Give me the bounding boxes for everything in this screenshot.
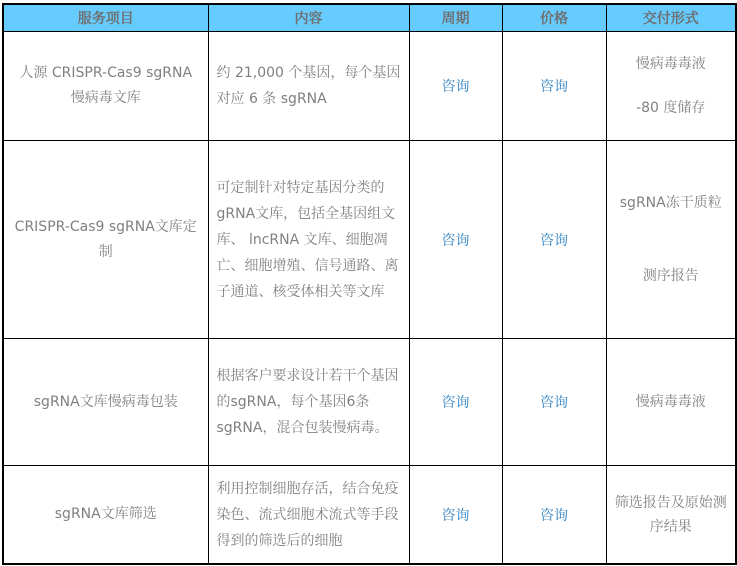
cycle-consult-link[interactable]: 咨询: [441, 507, 470, 524]
cycle-consult-link[interactable]: 咨询: [441, 232, 470, 249]
content-cell: 根据客户要求设计若干个基因的sgRNA，每个基因6条sgRNA，混合包装慢病毒。: [208, 339, 409, 466]
price-consult-link[interactable]: 咨询: [540, 232, 568, 249]
delivery-cell: [606, 466, 736, 565]
table-body: [3, 32, 736, 565]
price-consult-link[interactable]: 咨询: [540, 79, 568, 95]
delivery-item: 慢病毒毒液: [635, 394, 706, 410]
table-row: [3, 32, 736, 141]
cycle-cell: [409, 32, 502, 141]
table-row: [3, 141, 736, 339]
content-cell: 可定制针对特定基因分类的gRNA文库，包括全基因组文库、 lncRNA 文库、细胞凋亡、细胞增殖、信号通路、离子通道、核受体相关等文库: [208, 141, 409, 339]
content-cell: 利用控制细胞存活，结合免疫染色、流式细胞术流式等手段得到的筛选后的细胞: [208, 466, 409, 565]
delivery-item: -80 度储存: [636, 100, 706, 116]
header-cycle: 周期: [409, 4, 502, 32]
delivery-item: sgRNA冻干质粒: [619, 194, 722, 211]
delivery-item: 慢病毒毒液: [635, 56, 706, 72]
delivery-cell: [606, 339, 736, 466]
delivery-items: [607, 466, 736, 563]
delivery-cell: [606, 141, 736, 339]
table-row: [3, 339, 736, 466]
content-cell: 约 21,000 个基因，每个基因对应 6 条 sgRNA: [208, 32, 409, 141]
price-cell: [502, 339, 606, 466]
service-cell: CRISPR-Cas9 sgRNA文库定制: [3, 141, 208, 339]
delivery-items: [607, 32, 736, 140]
cycle-cell: [409, 339, 502, 466]
delivery-items: [607, 339, 736, 465]
service-cell: sgRNA文库慢病毒包装: [3, 339, 208, 466]
cycle-cell: [409, 141, 502, 339]
delivery-items: [607, 141, 736, 338]
price-consult-link[interactable]: 咨询: [540, 395, 568, 411]
delivery-cell: [606, 32, 736, 141]
price-cell: [502, 141, 606, 339]
cycle-consult-link[interactable]: 咨询: [441, 395, 470, 411]
cycle-cell: [409, 466, 502, 565]
service-cell: sgRNA文库筛选: [3, 466, 208, 565]
delivery-item: 筛选报告及原始测序结果: [614, 494, 727, 535]
header-service: 服务项目: [3, 4, 208, 32]
header-content: 内容: [208, 4, 409, 32]
table-row: [3, 466, 736, 565]
header-row: [3, 4, 736, 32]
price-cell: [502, 32, 606, 141]
header-delivery: 交付形式: [606, 4, 736, 32]
cycle-consult-link[interactable]: 咨询: [441, 79, 470, 95]
service-table: [2, 3, 737, 565]
service-cell: 人源 CRISPR-Cas9 sgRNA 慢病毒文库: [3, 32, 208, 141]
price-cell: [502, 466, 606, 565]
table-header: [3, 4, 736, 32]
price-consult-link[interactable]: 咨询: [540, 507, 568, 524]
delivery-item: 测序报告: [642, 268, 699, 285]
header-price: 价格: [502, 4, 606, 32]
